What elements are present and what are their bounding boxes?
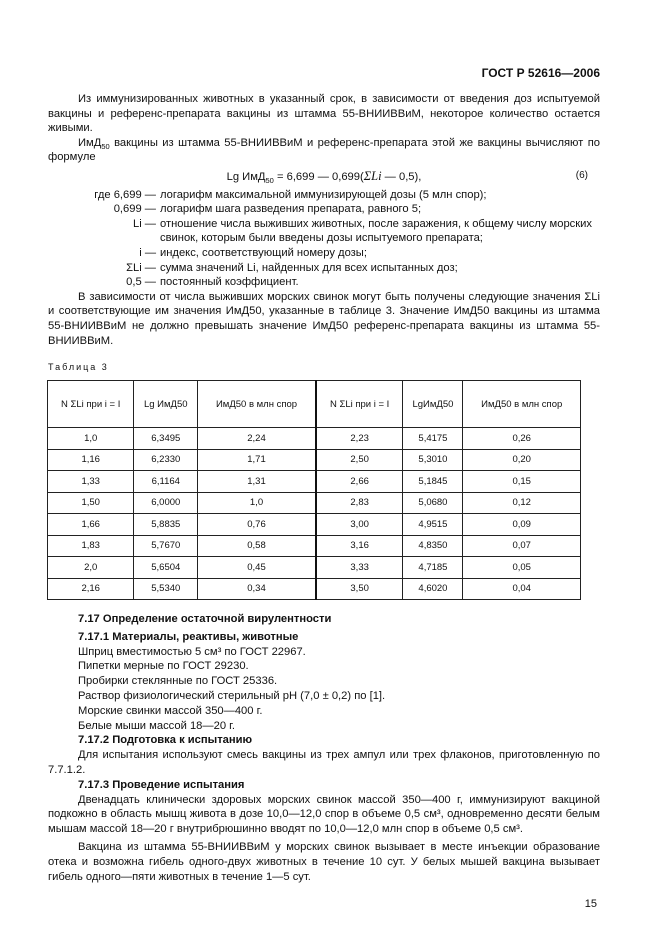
text: 50 (265, 176, 274, 186)
paragraph: Из иммунизированных животных в указанный срок, в зависимости от введения доз испытуемой вакцины и референс-препарата вакцины из штамма 55-ВНИИВВиМ, некоторое количество остается живыми. (48, 93, 600, 135)
definition-text: постоянный коэффициент. (160, 276, 299, 289)
table-cell: 0,15 (463, 471, 581, 493)
table-cell: 2,0 (48, 557, 134, 579)
table-cell: 2,50 (316, 449, 403, 471)
table-cell: 4,8350 (403, 535, 463, 557)
definition-item (48, 217, 600, 246)
text: ИмД (78, 136, 102, 149)
paragraph: В зависимости от числа выживших морских свинок могут быть получены следующие значения ΣLi и соответствующие им значения ИмД50, указанные в таблице 3. Значение ИмД50 вакцины из штамма 55-ВНИИВВиМ не должно превышать значение ИмД50 референс-препарата вакцины из штамма 55-ВНИИВВиМ. (48, 290, 600, 347)
definition-item (48, 246, 600, 261)
table-cell: 1,0 (48, 428, 134, 450)
formula-number: (6) (575, 169, 588, 181)
material-item: Шприц вместимостью 5 см³ по ГОСТ 22967. (78, 645, 306, 658)
table-cell: 2,23 (316, 428, 403, 450)
column-header: ИмД50 в млн спор (198, 381, 316, 428)
table-row (48, 557, 581, 579)
definition-item (48, 188, 600, 203)
table-cell: 6,2330 (134, 449, 198, 471)
definitions (48, 188, 600, 290)
table-cell: 4,7185 (403, 557, 463, 579)
paragraph: Двенадцать клинически здоровых морских свинок массой 350—400 г, иммунизируют вакциной подкожно в область мышц живота в дозе 10,0—12,0 спор в объеме 0,5 см³, одновременно десяти белым мышам массой 18—20 г внутрибрюшинно вводят по 10,0—12,0 млн спор в объеме 0,5 см³. (48, 793, 600, 836)
definition-item (48, 202, 600, 217)
text: = 6,699 — 0,699( (273, 170, 364, 183)
table-cell: 1,66 (48, 514, 134, 536)
definition-term: 0,699 — (113, 203, 156, 216)
column-header: ИмД50 в млн спор (463, 381, 581, 428)
table-cell: 2,83 (316, 492, 403, 514)
section-heading: 7.17.1 Материалы, реактивы, животные (78, 630, 299, 643)
table-row (48, 535, 581, 557)
table-cell: 0,58 (198, 535, 316, 557)
table-cell: 1,83 (48, 535, 134, 557)
materials-list (48, 645, 600, 734)
table-cell: 2,66 (316, 471, 403, 493)
table-cell: 5,8835 (134, 514, 198, 536)
table-cell: 3,00 (316, 514, 403, 536)
table-row (48, 449, 581, 471)
table-cell: 0,34 (198, 578, 316, 600)
table-cell: 0,45 (198, 557, 316, 579)
definition-term: i — (139, 246, 156, 259)
text: Lg ИмД (226, 170, 266, 183)
material-item: Морские свинки массой 350—400 г. (78, 704, 263, 717)
table-row (48, 514, 581, 536)
document-header: ГОСТ Р 52616—2006 (481, 66, 600, 80)
definition-text: сумма значений Li, найденных для всех испытанных доз; (160, 261, 458, 274)
definition-term: где 6,699 — (94, 188, 156, 201)
table-cell: 6,1164 (134, 471, 198, 493)
table-cell: 0,09 (463, 514, 581, 536)
table-cell: 5,6504 (134, 557, 198, 579)
table-cell: 6,0000 (134, 492, 198, 514)
table-row (48, 471, 581, 493)
table-row (48, 578, 581, 600)
text: — 0,5), (381, 170, 422, 183)
text: ΣLi (363, 168, 382, 183)
section-7-17 (48, 612, 600, 884)
paragraph: Для испытания используют смесь вакцины из трех ампул или трех флаконов, приготовленную по 7.7.1.2. (48, 749, 600, 777)
page-number: 15 (584, 898, 597, 911)
column-header: LgИмД50 (403, 381, 463, 428)
table-cell: 1,0 (198, 492, 316, 514)
table-cell: 0,05 (463, 557, 581, 579)
table-cell: 5,7670 (134, 535, 198, 557)
table-cell: 1,31 (198, 471, 316, 493)
definition-text: отношение числа выживших животных, после заражения, к общему числу морских свинок, которым были введены дозы испытуемого препарата; (160, 217, 593, 245)
material-item: Раствор физиологический стерильный pH (7,0 ± 0,2) по [1]. (78, 690, 386, 703)
definition-text: логарифм шага разведения препарата, равного 5; (160, 203, 422, 216)
column-header: N ΣLi при i = I (316, 381, 403, 428)
table-cell: 5,4175 (403, 428, 463, 450)
table-cell: 1,16 (48, 449, 134, 471)
column-header: N ΣLi при i = I (48, 381, 134, 428)
table-cell: 5,3010 (403, 449, 463, 471)
material-item: Белые мыши массой 18—20 г. (78, 719, 235, 732)
table-cell: 4,9515 (403, 514, 463, 536)
text: вакцины из штамма 55-ВНИИВВиМ и референс-препарата этой же вакцины вычисляют по формуле (48, 136, 600, 164)
definition-term: Li — (132, 217, 156, 230)
table-cell: 0,07 (463, 535, 581, 557)
material-item: Пробирки стеклянные по ГОСТ 25336. (78, 675, 278, 688)
table-cell: 1,33 (48, 471, 134, 493)
paragraph (48, 136, 600, 165)
table-cell: 0,20 (463, 449, 581, 471)
definition-text: логарифм максимальной иммунизирующей дозы (5 млн спор); (160, 188, 487, 201)
table-cell: 2,16 (48, 578, 134, 600)
table-cell: 3,33 (316, 557, 403, 579)
table-cell: 0,26 (463, 428, 581, 450)
table-cell: 0,04 (463, 578, 581, 600)
definition-item (48, 275, 600, 290)
formula (48, 169, 600, 185)
material-item: Пипетки мерные по ГОСТ 29230. (78, 660, 249, 673)
definition-text: индекс, соответствующий номеру дозы; (160, 246, 367, 259)
table-cell: 2,24 (198, 428, 316, 450)
table-cell: 6,3495 (134, 428, 198, 450)
table-row (48, 492, 581, 514)
table-cell: 3,50 (316, 578, 403, 600)
table-cell: 0,12 (463, 492, 581, 514)
section-heading: 7.17.3 Проведение испытания (78, 778, 245, 791)
definition-term: ΣLi — (126, 261, 156, 274)
table-cell: 0,76 (198, 514, 316, 536)
table-cell: 1,50 (48, 492, 134, 514)
column-header: Lg ИмД50 (134, 381, 198, 428)
body-text (48, 92, 600, 348)
table-cell: 5,0680 (403, 492, 463, 514)
table-cell: 3,16 (316, 535, 403, 557)
table-cell: 1,71 (198, 449, 316, 471)
definition-item (48, 261, 600, 276)
text: 50 (101, 142, 110, 152)
table-caption: Таблица 3 (48, 362, 109, 373)
table-cell: 4,6020 (403, 578, 463, 600)
table-cell: 5,5340 (134, 578, 198, 600)
section-heading: 7.17 Определение остаточной вирулентности (78, 613, 332, 626)
table-3 (47, 380, 581, 600)
paragraph: Вакцина из штамма 55-ВНИИВВиМ у морских свинок вызывает в месте инъекции образование отека и возможна гибель одного-двух животных в течение 10 сут. У белых мышей вакцина вызывает гибель одного—пяти животных в течение 1—5 сут. (48, 841, 600, 883)
section-heading: 7.17.2 Подготовка к испытанию (78, 734, 253, 747)
definition-term: 0,5 — (126, 276, 156, 289)
table-cell: 5,1845 (403, 471, 463, 493)
table-row (48, 428, 581, 450)
